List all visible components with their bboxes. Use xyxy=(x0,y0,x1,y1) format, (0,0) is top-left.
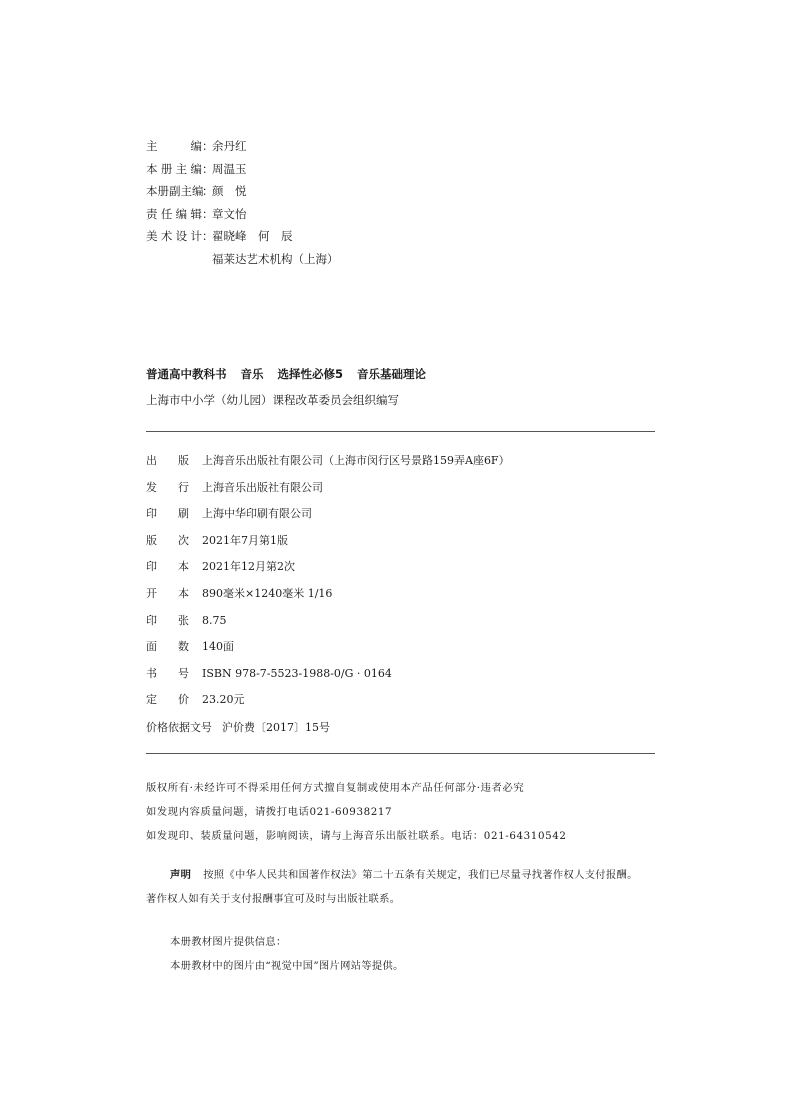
pub-row-sheets xyxy=(146,611,655,638)
pub-row-edition xyxy=(146,531,655,558)
notices-block xyxy=(146,776,666,848)
credit-colon: ： xyxy=(202,229,214,243)
pub-value: 890毫米×1240毫米 1/16 xyxy=(202,586,333,600)
credit-row-design-agency xyxy=(146,248,646,271)
pub-row-printing xyxy=(146,557,655,584)
credit-colon: ： xyxy=(202,184,214,198)
pub-label: 定价 xyxy=(146,693,189,707)
pub-value: 23.20元 xyxy=(202,693,245,707)
statement-text-2: 著作权人如有关于支付报酬事宜可及时与出版社联系。 xyxy=(146,893,401,905)
pub-label: 书号 xyxy=(146,666,189,680)
credit-label: 主编 xyxy=(146,139,202,153)
pub-value: 上海中华印刷有限公司 xyxy=(202,507,312,521)
pub-value: 140面 xyxy=(202,640,234,654)
pub-row-price xyxy=(146,690,655,717)
credit-value: 周温玉 xyxy=(212,161,247,176)
credit-value: 章文怡 xyxy=(212,206,247,221)
credit-colon: ： xyxy=(202,161,214,176)
pub-row-isbn xyxy=(146,664,655,691)
credit-colon: ： xyxy=(202,206,214,221)
pub-value: 2021年7月第1版 xyxy=(202,533,288,547)
pub-label: 印本 xyxy=(146,560,189,574)
credit-label: 本册主编 xyxy=(146,161,202,176)
credit-label: 责任编辑 xyxy=(146,206,202,221)
book-volume: 选择性必修5 xyxy=(277,367,344,381)
credit-value: 颜 悦 xyxy=(212,184,247,198)
pub-row-distributor xyxy=(146,478,655,505)
compiler-line: 上海市中小学（幼儿园）课程改革委员会组织编写 xyxy=(146,393,399,407)
pub-row-format xyxy=(146,584,655,611)
publication-info xyxy=(146,451,655,717)
credit-row-chief-editor xyxy=(146,135,646,158)
pub-value: ISBN 978-7-5523-1988-0/G · 0164 xyxy=(202,666,392,680)
book-series: 普通高中教科书 xyxy=(146,367,227,381)
content-quality-notice: 如发现内容质量问题，请拨打电话021-60938217 xyxy=(146,806,393,818)
credit-colon: ： xyxy=(202,139,214,153)
credit-row-deputy-editor xyxy=(146,180,646,203)
credit-value: 翟晓峰 何 辰 xyxy=(212,229,293,243)
pub-row-pages xyxy=(146,637,655,664)
credit-label: 美术设计 xyxy=(146,229,202,243)
credit-row-volume-editor xyxy=(146,158,646,181)
copyright-notice: 版权所有·未经许可不得采用任何方式擅自复制或使用本产品任何部分·违者必究 xyxy=(146,782,525,794)
book-title xyxy=(146,366,426,382)
pub-row-printer xyxy=(146,504,655,531)
pub-value: 上海音乐出版社有限公司（上海市闵行区号景路159弄A座6F） xyxy=(202,454,510,467)
statement-label: 声明 xyxy=(170,869,192,881)
pub-label: 面数 xyxy=(146,640,189,654)
image-credit-heading: 本册教材图片提供信息： xyxy=(170,936,287,948)
pub-label: 出版 xyxy=(146,454,189,467)
book-subject: 音乐 xyxy=(240,367,264,381)
pub-label: 印刷 xyxy=(146,507,189,521)
credit-label: 本册副主编 xyxy=(146,184,204,198)
credits-block xyxy=(146,135,646,270)
pub-value: 8.75 xyxy=(202,613,227,627)
pub-value: 上海音乐出版社有限公司 xyxy=(202,480,323,494)
statement-line-1 xyxy=(146,863,666,887)
divider-top xyxy=(146,431,655,432)
pub-label: 印张 xyxy=(146,613,189,627)
divider-bottom xyxy=(146,753,655,754)
credit-value: 福莱达艺术机构（上海） xyxy=(212,251,339,266)
book-main-title: 音乐基础理论 xyxy=(357,367,427,381)
price-basis-label: 价格依据文号 xyxy=(146,721,212,734)
statement-text-1: 按照《中华人民共和国著作权法》第二十五条有关规定，我们已尽量寻找著作权人支付报酬。 xyxy=(203,869,638,881)
credit-value: 余丹红 xyxy=(212,139,247,153)
price-basis xyxy=(146,718,330,738)
pub-row-publisher xyxy=(146,451,655,478)
price-basis-value: 沪价费〔2017〕15号 xyxy=(222,721,330,734)
credit-row-art-design xyxy=(146,225,646,248)
image-credit-block xyxy=(170,930,670,978)
credit-row-responsible-editor xyxy=(146,203,646,226)
pub-label: 版次 xyxy=(146,533,189,547)
pub-label: 开本 xyxy=(146,586,189,600)
pub-value: 2021年12月第2次 xyxy=(202,560,295,574)
pub-label: 发行 xyxy=(146,480,189,494)
image-credit-text: 本册教材中的图片由“视觉中国”图片网站等提供。 xyxy=(170,960,404,972)
statement-block xyxy=(146,863,666,911)
print-quality-notice: 如发现印、装质量问题，影响阅读，请与上海音乐出版社联系。电话：021-64310542 xyxy=(146,830,567,842)
